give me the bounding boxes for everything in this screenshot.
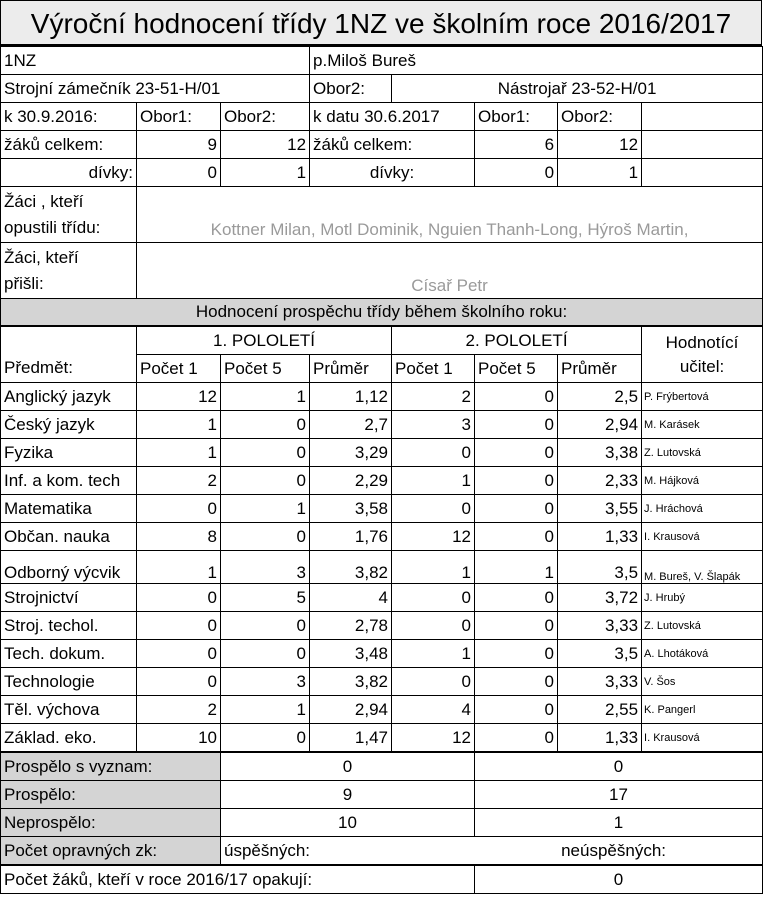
honors-s2: 0 (475, 753, 763, 781)
grades-table (0, 326, 763, 752)
value-cell: 2,94 (310, 696, 392, 724)
value-cell: 1 (137, 439, 221, 467)
end-total-o1: 6 (475, 131, 558, 159)
table-row (1, 584, 763, 612)
value-cell: 2,5 (558, 383, 642, 411)
value-cell: 0 (392, 668, 475, 696)
teacher-cell: M. Hájková (642, 467, 763, 495)
obor1-label-start: Obor1: (137, 103, 221, 131)
subject-cell: Anglický jazyk (1, 383, 137, 411)
s2-count5-header: Počet 5 (475, 355, 558, 383)
value-cell: 0 (221, 467, 310, 495)
value-cell: 0 (221, 640, 310, 668)
failed-s1: 10 (221, 809, 475, 837)
left-students-label: Žáci , kteří opustili třídu: (1, 187, 137, 243)
obor2-label-start: Obor2: (221, 103, 310, 131)
s2-avg-header: Průměr (558, 355, 642, 383)
end-girls-o1: 0 (475, 159, 558, 187)
field-2-label: Obor2: (310, 75, 392, 103)
date-start: k 30.9.2016: (1, 103, 137, 131)
semester-1-header: 1. POLOLETÍ (137, 327, 392, 355)
field-2: Nástrojař 23-52-H/01 (392, 75, 763, 103)
date-end: k datu 30.6.2017 (310, 103, 475, 131)
table-row (1, 696, 763, 724)
value-cell: 2 (137, 467, 221, 495)
repeat-label: Počet žáků, kteří v roce 2016/17 opakují: (1, 866, 475, 894)
obor1-label-end: Obor1: (475, 103, 558, 131)
value-cell: 0 (221, 439, 310, 467)
value-cell: 2,29 (310, 467, 392, 495)
class-name: 1NZ (1, 47, 310, 75)
table-row (1, 495, 763, 523)
value-cell: 0 (392, 584, 475, 612)
failed-label: Neprospělo: (1, 809, 221, 837)
value-cell: 3,5 (558, 551, 642, 584)
value-cell: 3 (392, 411, 475, 439)
value-cell: 3,58 (310, 495, 392, 523)
section-title: Hodnocení prospěchu třídy během školního roku: (1, 299, 763, 326)
value-cell: 1 (392, 467, 475, 495)
value-cell: 8 (137, 523, 221, 551)
subject-cell: Český jazyk (1, 411, 137, 439)
repeat-table (0, 865, 763, 894)
value-cell: 1 (137, 411, 221, 439)
teacher-cell: M. Karásek (642, 411, 763, 439)
value-cell: 0 (221, 724, 310, 752)
table-row (1, 640, 763, 668)
subject-cell: Technologie (1, 668, 137, 696)
value-cell: 1 (475, 551, 558, 584)
s1-count1-header: Počet 1 (137, 355, 221, 383)
value-cell: 2,78 (310, 612, 392, 640)
value-cell: 0 (221, 411, 310, 439)
failed-s2: 1 (475, 809, 763, 837)
subject-cell: Stroj. techol. (1, 612, 137, 640)
retakes-ok-label: úspěšných: (221, 837, 475, 865)
value-cell: 2,55 (558, 696, 642, 724)
teacher-header: Hodnotící učitel: (642, 327, 763, 383)
value-cell: 0 (392, 439, 475, 467)
value-cell: 3,82 (310, 551, 392, 584)
value-cell: 4 (392, 696, 475, 724)
value-cell: 0 (475, 724, 558, 752)
value-cell: 3,82 (310, 668, 392, 696)
came-students: Císař Petr (137, 243, 763, 299)
subject-cell: Těl. výchova (1, 696, 137, 724)
summary-table (0, 752, 763, 865)
value-cell: 0 (475, 439, 558, 467)
obor2-label-end: Obor2: (558, 103, 642, 131)
value-cell: 0 (475, 411, 558, 439)
table-row (1, 523, 763, 551)
table-row (1, 439, 763, 467)
subject-cell: Základ. eko. (1, 724, 137, 752)
teacher-cell: A. Lhotáková (642, 640, 763, 668)
value-cell: 1 (137, 551, 221, 584)
subject-cell: Občan. nauka (1, 523, 137, 551)
passed-label: Prospělo: (1, 781, 221, 809)
value-cell: 3,55 (558, 495, 642, 523)
value-cell: 0 (137, 640, 221, 668)
value-cell: 0 (475, 696, 558, 724)
table-row (1, 724, 763, 752)
honors-label: Prospělo s vyznam: (1, 753, 221, 781)
table-row (1, 411, 763, 439)
girls-label-end: dívky: (310, 159, 475, 187)
value-cell: 3,5 (558, 640, 642, 668)
left-students: Kottner Milan, Motl Dominik, Nguien Thanh-Long, Hýroš Martin, (137, 187, 763, 243)
girls-label-start: dívky: (1, 159, 137, 187)
end-total-o2: 12 (558, 131, 642, 159)
subject-cell: Odborný výcvik (1, 551, 137, 584)
start-total-o2: 12 (221, 131, 310, 159)
value-cell: 3 (221, 551, 310, 584)
start-girls-o2: 1 (221, 159, 310, 187)
value-cell: 0 (475, 668, 558, 696)
value-cell: 0 (137, 495, 221, 523)
subject-cell: Tech. dokum. (1, 640, 137, 668)
came-students-label: Žáci, kteří přišli: (1, 243, 137, 299)
class-teacher: p.Miloš Bureš (310, 47, 763, 75)
value-cell: 3,72 (558, 584, 642, 612)
value-cell: 2 (137, 696, 221, 724)
table-row (1, 612, 763, 640)
value-cell: 1,33 (558, 724, 642, 752)
teacher-cell: K. Pangerl (642, 696, 763, 724)
value-cell: 0 (137, 612, 221, 640)
value-cell: 0 (392, 612, 475, 640)
start-total-o1: 9 (137, 131, 221, 159)
value-cell: 0 (475, 467, 558, 495)
value-cell: 0 (392, 495, 475, 523)
semester-2-header: 2. POLOLETÍ (392, 327, 642, 355)
subject-cell: Fyzika (1, 439, 137, 467)
value-cell: 0 (475, 523, 558, 551)
value-cell: 2,94 (558, 411, 642, 439)
value-cell: 0 (475, 584, 558, 612)
grade-rows (1, 383, 763, 752)
teacher-cell: V. Šos (642, 668, 763, 696)
teacher-cell: I. Krausová (642, 724, 763, 752)
s2-count1-header: Počet 1 (392, 355, 475, 383)
value-cell: 4 (310, 584, 392, 612)
value-cell: 1 (221, 696, 310, 724)
teacher-cell: J. Hráchová (642, 495, 763, 523)
value-cell: 3,33 (558, 612, 642, 640)
value-cell: 1,33 (558, 523, 642, 551)
value-cell: 0 (221, 612, 310, 640)
passed-s2: 17 (475, 781, 763, 809)
value-cell: 3,29 (310, 439, 392, 467)
value-cell: 12 (392, 724, 475, 752)
value-cell: 3,33 (558, 668, 642, 696)
subject-header: Předmět: (1, 355, 137, 383)
retakes-fail-label: neúspěšných: (475, 837, 763, 865)
value-cell: 2,33 (558, 467, 642, 495)
value-cell: 1,76 (310, 523, 392, 551)
value-cell: 0 (221, 523, 310, 551)
teacher-cell: M. Bureš, V. Šlapák (642, 551, 763, 584)
class-info-table (0, 46, 763, 326)
table-row (1, 668, 763, 696)
value-cell: 0 (137, 584, 221, 612)
subject-cell: Matematika (1, 495, 137, 523)
start-girls-o1: 0 (137, 159, 221, 187)
value-cell: 1 (221, 495, 310, 523)
value-cell: 12 (392, 523, 475, 551)
total-label-start: žáků celkem: (1, 131, 137, 159)
value-cell: 5 (221, 584, 310, 612)
subject-cell: Inf. a kom. tech (1, 467, 137, 495)
teacher-cell: Z. Lutovská (642, 612, 763, 640)
subject-cell: Strojnictví (1, 584, 137, 612)
teacher-cell: I. Krausová (642, 523, 763, 551)
passed-s1: 9 (221, 781, 475, 809)
value-cell: 0 (475, 612, 558, 640)
honors-s1: 0 (221, 753, 475, 781)
value-cell: 1,12 (310, 383, 392, 411)
table-row (1, 467, 763, 495)
value-cell: 2,7 (310, 411, 392, 439)
end-girls-o2: 1 (558, 159, 642, 187)
field-1: Strojní zámečník 23-51-H/01 (1, 75, 310, 103)
s1-count5-header: Počet 5 (221, 355, 310, 383)
repeat-value: 0 (475, 866, 763, 894)
value-cell: 2 (392, 383, 475, 411)
value-cell: 1 (392, 551, 475, 584)
table-row (1, 551, 763, 584)
table-row (1, 383, 763, 411)
s1-avg-header: Průměr (310, 355, 392, 383)
report-title: Výroční hodnocení třídy 1NZ ve školním roce 2016/2017 (0, 0, 762, 46)
value-cell: 0 (475, 640, 558, 668)
value-cell: 1 (392, 640, 475, 668)
value-cell: 1,47 (310, 724, 392, 752)
value-cell: 1 (221, 383, 310, 411)
value-cell: 10 (137, 724, 221, 752)
value-cell: 3,38 (558, 439, 642, 467)
value-cell: 0 (475, 495, 558, 523)
total-label-end: žáků celkem: (310, 131, 475, 159)
teacher-cell: Z. Lutovská (642, 439, 763, 467)
retakes-label: Počet opravných zk: (1, 837, 221, 865)
teacher-cell: P. Frýbertová (642, 383, 763, 411)
value-cell: 12 (137, 383, 221, 411)
value-cell: 0 (475, 383, 558, 411)
teacher-cell: J. Hrubý (642, 584, 763, 612)
value-cell: 3,48 (310, 640, 392, 668)
value-cell: 0 (137, 668, 221, 696)
value-cell: 3 (221, 668, 310, 696)
